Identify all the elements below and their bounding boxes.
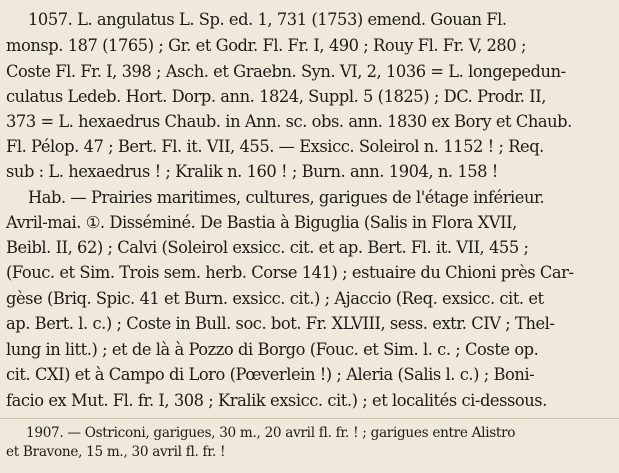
entry-line: Fl. Pélop. 47 ; Bert. Fl. it. VII, 455. — Exsicc. Soleirol n. 1152 ! ; Req. (6, 137, 544, 156)
habitat-line: (Fouc. et Sim. Trois sem. herb. Corse 141) ; estuaire du Chioni près Car- (6, 263, 574, 282)
habitat-line: lung in litt.) ; et de là à Pozzo di Borgo (Fouc. et Sim. l. c. ; Coste op. (6, 340, 539, 359)
habitat-line: Hab. — Prairies maritimes, cultures, garigues de l'étage inférieur. (28, 188, 545, 207)
entry-line: culatus Ledeb. Hort. Dorp. ann. 1824, Suppl. 5 (1825) ; DC. Prodr. II, (6, 87, 546, 106)
footnote-divider (0, 418, 619, 419)
habitat-line: gèse (Briq. Spic. 41 et Burn. exsicc. cit.) ; Ajaccio (Req. exsicc. cit. et (6, 289, 544, 308)
footnote-line: 1907. — Ostriconi, garigues, 30 m., 20 avril fl. fr. ! ; garigues entre Alistro (26, 425, 516, 441)
habitat-line: ap. Bert. l. c.) ; Coste in Bull. soc. bot. Fr. XLVIII, sess. extr. CIV ; Thel- (6, 314, 555, 333)
habitat-line: cit. CXI) et à Campo di Loro (Pœverlein !) ; Aleria (Salis l. c.) ; Boni- (6, 365, 535, 384)
entry-line: monsp. 187 (1765) ; Gr. et Godr. Fl. Fr. I, 490 ; Rouy Fl. Fr. V, 280 ; (6, 36, 527, 55)
habitat-line: facio ex Mut. Fl. fr. I, 308 ; Kralik exsicc. cit.) ; et localités ci-dessous. (6, 391, 547, 410)
entry-line: 1057. L. angulatus L. Sp. ed. 1, 731 (1753) emend. Gouan Fl. (28, 10, 507, 29)
entry-line: Coste Fl. Fr. I, 398 ; Asch. et Graebn. Syn. VI, 2, 1036 = L. longepedun- (6, 62, 566, 81)
footnote-line: et Bravone, 15 m., 30 avril fl. fr. ! (6, 444, 226, 460)
entry-line: sub : L. hexaedrus ! ; Kralik n. 160 ! ; Burn. ann. 1904, n. 158 ! (6, 162, 498, 181)
habitat-line: Beibl. II, 62) ; Calvi (Soleirol exsicc. cit. et ap. Bert. Fl. it. VII, 455 ; (6, 238, 529, 257)
entry-line: 373 = L. hexaedrus Chaub. in Ann. sc. obs. ann. 1830 ex Bory et Chaub. (6, 112, 572, 131)
habitat-line: Avril-mai. ①. Disséminé. De Bastia à Biguglia (Salis in Flora XVII, (6, 213, 517, 232)
